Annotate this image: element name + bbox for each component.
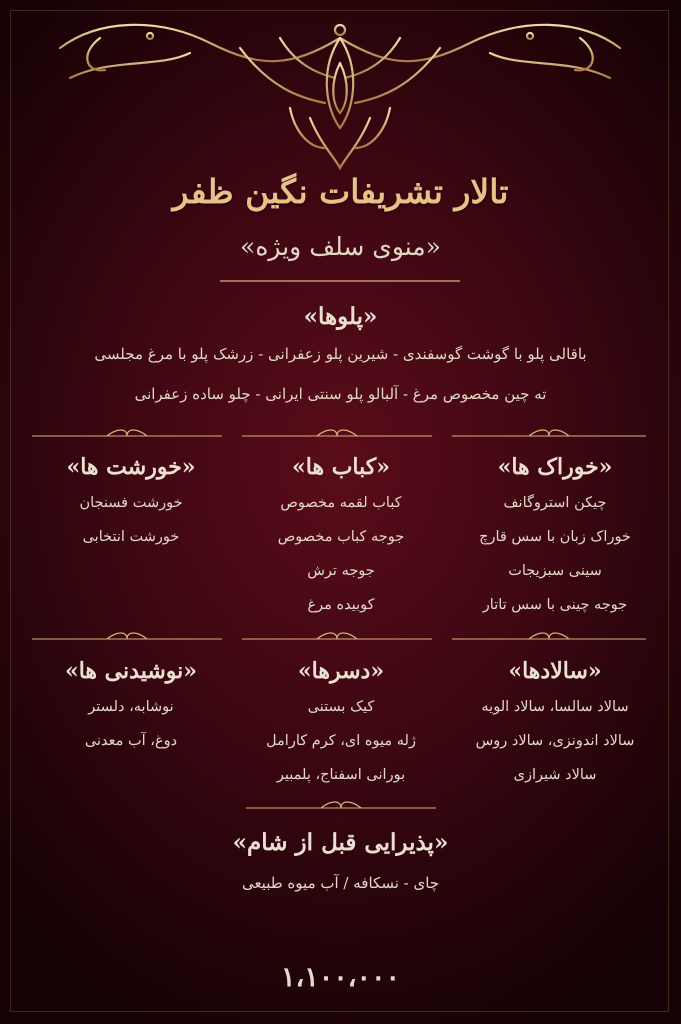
list-item: خورشت فسنجان (79, 495, 183, 511)
list-item: سالاد سالسا، سالاد الویه (481, 699, 629, 715)
list-item: جوجه چینی با سس تاتار (482, 597, 628, 613)
list-item: بورانی اسفناج، پلمبیر (276, 767, 406, 783)
list-item: دوغ، آب معدنی (84, 733, 178, 749)
divider (220, 274, 460, 288)
page-title: تالار تشریفات نگین ظفر (172, 172, 509, 211)
kabab-heading: «کباب ها» (292, 454, 390, 480)
divider (452, 428, 646, 442)
divider (452, 631, 646, 645)
list-item: سینی سبزیجات (508, 563, 602, 579)
polo-heading: «پلوها» (303, 303, 378, 330)
salad-heading: «سالادها» (508, 658, 602, 684)
list-item: ژله میوه ای، کرم کارامل (266, 733, 416, 749)
drinks-heading: «نوشیدنی ها» (64, 658, 198, 684)
list-item: خورشت انتخابی (82, 529, 180, 545)
list-item: جوجه ترش (307, 563, 375, 579)
khorak-column (450, 448, 660, 622)
salad-column (450, 652, 660, 792)
list-item: خوراک زبان با سس قارچ (479, 529, 631, 545)
khoresht-heading: «خورشت ها» (66, 454, 196, 480)
polo-line-2: ته چین مخصوص مرغ - آلبالو پلو سنتی ایرانی - چلو ساده زعفرانی (134, 385, 547, 403)
drinks-column (26, 652, 236, 758)
price: ۱،۱۰۰،۰۰۰ (281, 962, 400, 993)
top-ornament-icon (40, 8, 640, 178)
list-item: کیک بستنی (307, 699, 375, 715)
polo-line-1: باقالی پلو با گوشت گوسفندی - شیرین پلو زعفرانی - زرشک پلو با مرغ مجلسی (94, 345, 587, 363)
list-item: سالاد شیرازی (513, 767, 597, 783)
divider (242, 428, 432, 442)
list-item: کباب لقمه مخصوص (280, 495, 402, 511)
reception-line: چای - نسکافه / آب میوه طبیعی (241, 874, 440, 892)
divider (32, 428, 222, 442)
kabab-column (236, 448, 446, 622)
divider (246, 800, 436, 814)
list-item: جوجه کباب مخصوص (277, 529, 405, 545)
reception-heading: «پذیرایی قبل از شام» (232, 829, 449, 856)
divider (32, 631, 222, 645)
list-item: چیکن استروگانف (503, 495, 607, 511)
dessert-heading: «دسرها» (297, 658, 385, 684)
divider (242, 631, 432, 645)
khoresht-column (26, 448, 236, 554)
page-subtitle: «منوی سلف ویژه» (240, 232, 441, 261)
list-item: نوشابه، دلستر (88, 699, 174, 715)
list-item: کوبیده مرغ (307, 597, 375, 613)
dessert-column (236, 652, 446, 792)
list-item: سالاد اندونزی، سالاد روس (475, 733, 635, 749)
khorak-heading: «خوراک ها» (497, 454, 613, 480)
